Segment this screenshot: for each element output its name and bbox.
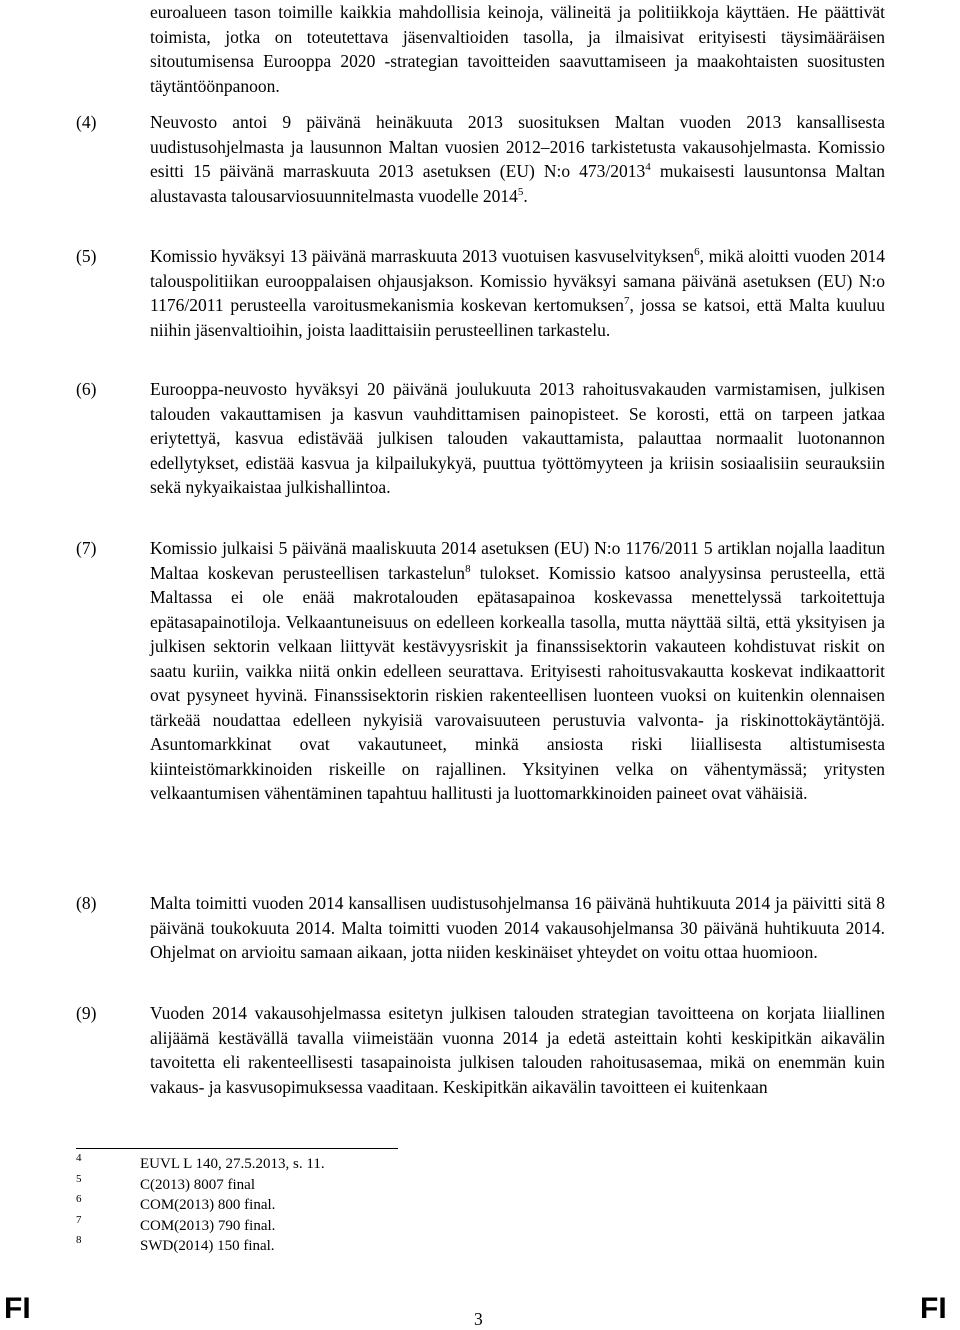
footnote (76, 1213, 676, 1237)
footnote-number: 6 (76, 1193, 82, 1205)
footnote-text: C(2013) 8007 final (140, 1176, 255, 1193)
footnote-text: EUVL L 140, 27.5.2013, s. 11. (140, 1156, 325, 1172)
footnote-ref[interactable]: 6 (694, 246, 700, 259)
paragraph-text: Neuvosto antoi 9 päivänä heinäkuuta 2013 suosituksen Maltan vuoden 2013 kansallisesta uudistusohjelmasta ja lausunnon Maltan vuosien 2012–2016 tarkistetusta vakausohjelmasta. Komissio esitti 15 päivänä marraskuuta 2013 asetuksen (EU) N:o 473/2013$^4$ mukaisesti lausuntonsa Maltan alustavasta talousarviosuunnitelmasta vuodelle 2014$^5$. (150, 112, 886, 206)
paragraph-number: (5) (76, 246, 97, 266)
footnote (76, 1154, 676, 1175)
paragraph-text: Komissio hyväksyi 13 päivänä marraskuuta 2013 vuotuisen kasvuselvityksen$^6$, mikä aloitti vuoden 2014 talouspolitiikan eurooppalaisen ohjausjakson. Komissio hyväksyi samana päivänä asetuksen (EU) N:o 1176/2011 perusteella varoitusmekanismia koskevan kertomuksen$^7$, jossa se katsoi, että Malta kuuluu niihin jäsenvaltioihin, joista laadittaisiin perusteellinen tarkastelu. (150, 246, 886, 340)
paragraph-number: (4) (76, 112, 97, 132)
page-number: 3 (474, 1309, 483, 1329)
footnote-number: 5 (76, 1172, 82, 1185)
paragraph-text: Eurooppa-neuvosto hyväksyi 20 päivänä joulukuuta 2013 rahoitusvakauden varmistamisen, julkisen talouden vakauttamisen ja kasvun vauhdittamisen painopisteet. Se korosti, että on tarpeen jatkaa eriytettyä, kasvua edistävää julkisen talouden vakauttamista, palauttaa normaalit luotonannon edellytykset, edistää kasvua ja kilpailukykyä, puuttua työttömyyteen ja kriisin sosiaalisiin seurauksiin sekä nykyaikaistaa julkishallintoa. (150, 379, 885, 497)
footnotes (76, 1154, 676, 1257)
intro-paragraph: euroalueen tason toimille kaikkia mahdollisia keinoja, välineitä ja politiikkoja käyttäen. He päättivät toimista, jotka on toteutettava jäsenvaltioiden tasolla, ja ilmaisivat erityisesti täysimääräisen sitoutumisensa Eurooppa 2020 -strategian tavoitteiden saavuttamiseen ja maakohtaisten suositusten täytäntöönpanoon. (150, 2, 885, 96)
footnote-divider (76, 1148, 398, 1149)
paragraph-number: (9) (76, 1003, 97, 1023)
paragraph-text: Malta toimitti vuoden 2014 kansallisen uudistusohjelmansa 16 päivänä huhtikuuta 2014 ja päivitti sitä 8 päivänä toukokuuta 2014. Malta toimitti vuoden 2014 vakausohjelmansa 30 päivänä huhtikuuta 2014. Ohjelmat on arvioitu samaan aikaan, jotta niiden keskinäiset yhteydet on voitu ottaa huomioon. (150, 893, 885, 962)
paragraph-text: Vuoden 2014 vakausohjelmassa esitetyn julkisen talouden strategian tavoitteena on korjata liiallinen alijäämä kestävällä tavalla viimeistään vuonna 2014 ja edetä asteittain kohti keskipitkän aikavälin tavoitetta eli rakenteellisesti tasapainoista julkisen talouden rahoitusasemaa, mikä on enemmän kuin vakaus- ja kasvusopimuksessa vaaditaan. Keskipitkän aikavälin tavoitteen ei kuitenkaan (150, 1003, 885, 1097)
footer-language-right: FI (920, 1292, 947, 1325)
footnote-ref[interactable]: 5 (517, 185, 524, 198)
footnote-number: 7 (76, 1213, 82, 1226)
footnote (76, 1195, 676, 1216)
footnote-ref[interactable]: 4 (645, 161, 651, 174)
paragraph-number: (7) (76, 538, 97, 558)
footnote (76, 1172, 676, 1196)
footnote-text: SWD(2014) 150 final. (140, 1238, 275, 1254)
footnote-text: COM(2013) 790 final. (140, 1217, 276, 1234)
footnote-text: COM(2013) 800 final. (140, 1197, 276, 1213)
paragraph-text: Komissio julkaisi 5 päivänä maaliskuuta 2014 asetuksen (EU) N:o 1176/2011 5 artiklan nojalla laaditun Maltaa koskevan perusteellisen tarkastelun$^8$ tulokset. Komissio katsoo analyysinsa perusteella, että Maltassa ei ole enää makrotalouden epätasapainoa koskevassa menettelyssä tarkoitettuja epätasapainotiloja. Velkaantuneisuus on edelleen korkealla tasolla, mutta näyttää siltä, että yksityisen ja julkisen sektorin velkaan liittyvät kestävyysriskit ja finanssisektorin vakauteen kohdistuvat riskit on saatu kuriin, vaikka niitä onkin edelleen seurattava. Erityisesti rahoitusvakautta koskevat indikaattorit ovat pysyneet hyvinä. Finanssisektorin riskien rakenteellisen luonteen vuoksi on kuitenkin olennaisen tärkeää noudattaa edelleen nykyisiä varovaisuuteen perustuvia valvonta- ja riskinottokäytäntöjä. Asuntomarkkinat ovat vakautuneet, minkä ansiosta riski liiallisesta altistumisesta kiinteistömarkkinoiden riskeille on rajallinen. Yksityinen velka on vähentymässä; yritysten velkaantumisen vähentäminen tapahtuu hallitusti ja luottomarkkinoiden paineet ovat vähäisiä. (150, 538, 885, 803)
footnote (76, 1236, 676, 1257)
footnote-number: 4 (76, 1152, 82, 1164)
paragraph-number: (6) (76, 379, 97, 399)
footnote-number: 8 (76, 1234, 82, 1246)
paragraph-number: (8) (76, 893, 97, 913)
footnote-ref[interactable]: 8 (465, 562, 471, 575)
footer-language-left: FI (4, 1292, 31, 1325)
footnote-ref[interactable]: 7 (623, 295, 630, 308)
